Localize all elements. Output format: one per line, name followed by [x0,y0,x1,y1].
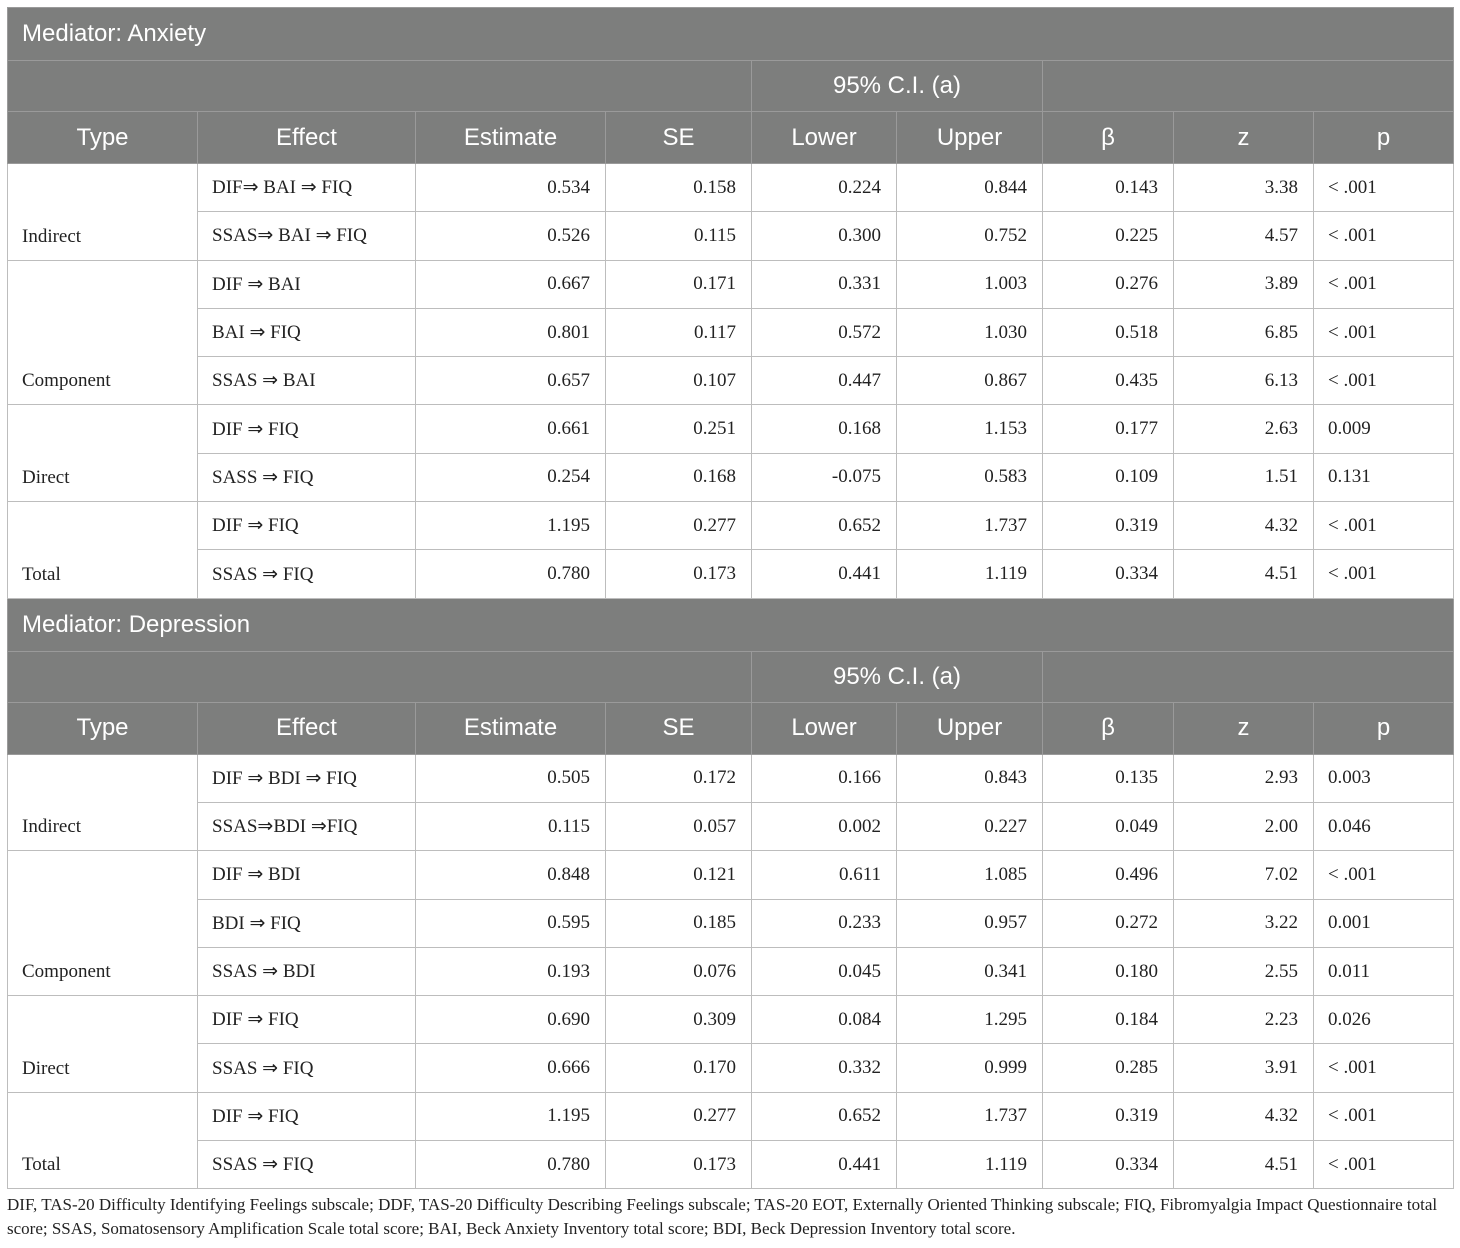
beta-cell: 0.319 [1043,502,1174,550]
column-header: β [1043,702,1174,754]
table-row [8,802,1454,850]
effect-cell: SSAS⇒BDI ⇒FIQ [198,802,416,850]
upper-cell: 1.085 [897,851,1043,899]
table-row [8,502,1454,550]
p-cell: < .001 [1314,550,1454,598]
beta-cell: 0.135 [1043,754,1174,802]
table-row [8,164,1454,212]
z-cell: 2.93 [1174,754,1314,802]
column-header: Type [8,702,198,754]
p-cell: < .001 [1314,851,1454,899]
column-header: Effect [198,702,416,754]
se-cell: 0.057 [606,802,752,850]
lower-cell: 0.233 [752,899,897,947]
beta-cell: 0.184 [1043,996,1174,1044]
beta-cell: 0.319 [1043,1092,1174,1140]
se-cell: 0.107 [606,357,752,405]
beta-cell: 0.276 [1043,260,1174,308]
lower-cell: 0.224 [752,164,897,212]
effect-cell: DIF ⇒ BDI ⇒ FIQ [198,754,416,802]
type-cell: Total [8,502,198,599]
effect-cell: DIF⇒ BAI ⇒ FIQ [198,164,416,212]
p-cell: 0.003 [1314,754,1454,802]
lower-cell: 0.572 [752,308,897,356]
ci-header-row [8,61,1454,112]
z-cell: 3.89 [1174,260,1314,308]
p-cell: 0.001 [1314,899,1454,947]
type-cell: Direct [8,996,198,1093]
beta-cell: 0.180 [1043,947,1174,995]
p-cell: 0.131 [1314,453,1454,501]
p-cell: < .001 [1314,1092,1454,1140]
upper-cell: 0.843 [897,754,1043,802]
beta-cell: 0.435 [1043,357,1174,405]
lower-cell: 0.084 [752,996,897,1044]
p-cell: < .001 [1314,357,1454,405]
lower-cell: 0.045 [752,947,897,995]
type-cell: Component [8,260,198,405]
type-cell: Indirect [8,754,198,851]
upper-cell: 1.119 [897,550,1043,598]
lower-cell: 0.166 [752,754,897,802]
table-row [8,405,1454,453]
z-cell: 3.38 [1174,164,1314,212]
p-cell: < .001 [1314,1044,1454,1092]
column-header: Lower [752,112,897,164]
lower-cell: -0.075 [752,453,897,501]
ci-header-row [8,651,1454,702]
p-cell: < .001 [1314,502,1454,550]
estimate-cell: 1.195 [416,502,606,550]
p-cell: 0.026 [1314,996,1454,1044]
z-cell: 4.32 [1174,1092,1314,1140]
column-header: Estimate [416,112,606,164]
beta-cell: 0.109 [1043,453,1174,501]
se-cell: 0.115 [606,212,752,260]
column-header: p [1314,112,1454,164]
mediation-table-container [7,7,1453,1189]
lower-cell: 0.331 [752,260,897,308]
z-cell: 2.63 [1174,405,1314,453]
estimate-cell: 0.666 [416,1044,606,1092]
beta-cell: 0.518 [1043,308,1174,356]
lower-cell: 0.652 [752,1092,897,1140]
column-header: Effect [198,112,416,164]
lower-cell: 0.002 [752,802,897,850]
ci-spacer-right [1043,651,1454,702]
z-cell: 7.02 [1174,851,1314,899]
section-title: Mediator: Anxiety [8,8,1454,61]
z-cell: 2.23 [1174,996,1314,1044]
z-cell: 6.85 [1174,308,1314,356]
beta-cell: 0.225 [1043,212,1174,260]
estimate-cell: 0.667 [416,260,606,308]
lower-cell: 0.168 [752,405,897,453]
column-header: Upper [897,112,1043,164]
table-row [8,550,1454,598]
se-cell: 0.173 [606,1141,752,1189]
effect-cell: SASS ⇒ FIQ [198,453,416,501]
estimate-cell: 0.661 [416,405,606,453]
effect-cell: DIF ⇒ FIQ [198,502,416,550]
upper-cell: 1.030 [897,308,1043,356]
z-cell: 3.91 [1174,1044,1314,1092]
column-header: p [1314,702,1454,754]
z-cell: 2.55 [1174,947,1314,995]
effect-cell: DIF ⇒ BAI [198,260,416,308]
table-row [8,1141,1454,1189]
ci-spacer-left [8,61,752,112]
se-cell: 0.170 [606,1044,752,1092]
column-header: Type [8,112,198,164]
beta-cell: 0.143 [1043,164,1174,212]
column-header: Upper [897,702,1043,754]
lower-cell: 0.447 [752,357,897,405]
section-title-row [8,8,1454,61]
upper-cell: 0.844 [897,164,1043,212]
column-header: Lower [752,702,897,754]
se-cell: 0.076 [606,947,752,995]
section-title-row [8,598,1454,651]
lower-cell: 0.332 [752,1044,897,1092]
effect-cell: BDI ⇒ FIQ [198,899,416,947]
se-cell: 0.185 [606,899,752,947]
beta-cell: 0.177 [1043,405,1174,453]
effect-cell: SSAS ⇒ FIQ [198,1141,416,1189]
lower-cell: 0.611 [752,851,897,899]
beta-cell: 0.049 [1043,802,1174,850]
effect-cell: SSAS ⇒ FIQ [198,550,416,598]
estimate-cell: 0.526 [416,212,606,260]
upper-cell: 1.737 [897,1092,1043,1140]
se-cell: 0.168 [606,453,752,501]
ci-spacer-right [1043,61,1454,112]
se-cell: 0.309 [606,996,752,1044]
estimate-cell: 0.254 [416,453,606,501]
estimate-cell: 0.193 [416,947,606,995]
se-cell: 0.251 [606,405,752,453]
table-footnote: DIF, TAS-20 Difficulty Identifying Feelings subscale; DDF, TAS-20 Difficulty Describing Feelings subscale; TAS-20 EOT, Externally Oriented Thinking subscale; FIQ, Fibromyalgia Impact Questionnaire total score; SSAS, Somatosensory Amplification Scale total score; BAI, Beck Anxiety Inventory total score; BDI, Beck Depression Inventory total score. [7,1195,1438,1238]
table-row [8,851,1454,899]
table-row [8,947,1454,995]
column-header: SE [606,702,752,754]
se-cell: 0.277 [606,502,752,550]
table-row [8,357,1454,405]
estimate-cell: 0.780 [416,1141,606,1189]
p-cell: 0.046 [1314,802,1454,850]
column-header: SE [606,112,752,164]
column-header-row [8,112,1454,164]
table-row [8,212,1454,260]
table-row [8,899,1454,947]
upper-cell: 1.737 [897,502,1043,550]
z-cell: 4.51 [1174,550,1314,598]
effect-cell: BAI ⇒ FIQ [198,308,416,356]
z-cell: 3.22 [1174,899,1314,947]
estimate-cell: 1.195 [416,1092,606,1140]
mediation-table [7,7,1454,1189]
se-cell: 0.121 [606,851,752,899]
beta-cell: 0.496 [1043,851,1174,899]
section-title: Mediator: Depression [8,598,1454,651]
ci-spacer-left [8,651,752,702]
effect-cell: SSAS ⇒ FIQ [198,1044,416,1092]
column-header: Estimate [416,702,606,754]
upper-cell: 1.003 [897,260,1043,308]
z-cell: 4.51 [1174,1141,1314,1189]
type-cell: Total [8,1092,198,1189]
table-body [8,8,1454,1189]
p-cell: < .001 [1314,212,1454,260]
estimate-cell: 0.505 [416,754,606,802]
se-cell: 0.277 [606,1092,752,1140]
p-cell: < .001 [1314,308,1454,356]
upper-cell: 0.227 [897,802,1043,850]
upper-cell: 0.957 [897,899,1043,947]
se-cell: 0.158 [606,164,752,212]
table-row [8,453,1454,501]
effect-cell: SSAS ⇒ BDI [198,947,416,995]
estimate-cell: 0.115 [416,802,606,850]
type-cell: Indirect [8,164,198,261]
table-row [8,308,1454,356]
table-row [8,1092,1454,1140]
table-row [8,754,1454,802]
estimate-cell: 0.690 [416,996,606,1044]
upper-cell: 0.583 [897,453,1043,501]
effect-cell: DIF ⇒ BDI [198,851,416,899]
upper-cell: 0.867 [897,357,1043,405]
beta-cell: 0.334 [1043,550,1174,598]
estimate-cell: 0.534 [416,164,606,212]
ci-label: 95% C.I. (a) [752,61,1043,112]
z-cell: 4.57 [1174,212,1314,260]
column-header: z [1174,112,1314,164]
effect-cell: DIF ⇒ FIQ [198,1092,416,1140]
type-cell: Direct [8,405,198,502]
table-row [8,996,1454,1044]
se-cell: 0.171 [606,260,752,308]
ci-label: 95% C.I. (a) [752,651,1043,702]
z-cell: 6.13 [1174,357,1314,405]
estimate-cell: 0.848 [416,851,606,899]
upper-cell: 0.341 [897,947,1043,995]
estimate-cell: 0.801 [416,308,606,356]
beta-cell: 0.285 [1043,1044,1174,1092]
lower-cell: 0.652 [752,502,897,550]
effect-cell: SSAS ⇒ BAI [198,357,416,405]
beta-cell: 0.272 [1043,899,1174,947]
lower-cell: 0.300 [752,212,897,260]
upper-cell: 0.752 [897,212,1043,260]
upper-cell: 1.153 [897,405,1043,453]
effect-cell: DIF ⇒ FIQ [198,405,416,453]
upper-cell: 1.119 [897,1141,1043,1189]
p-cell: 0.009 [1314,405,1454,453]
effect-cell: SSAS⇒ BAI ⇒ FIQ [198,212,416,260]
upper-cell: 1.295 [897,996,1043,1044]
lower-cell: 0.441 [752,1141,897,1189]
z-cell: 2.00 [1174,802,1314,850]
se-cell: 0.117 [606,308,752,356]
p-cell: < .001 [1314,164,1454,212]
se-cell: 0.172 [606,754,752,802]
type-cell: Component [8,851,198,996]
z-cell: 4.32 [1174,502,1314,550]
effect-cell: DIF ⇒ FIQ [198,996,416,1044]
column-header-row [8,702,1454,754]
z-cell: 1.51 [1174,453,1314,501]
column-header: z [1174,702,1314,754]
table-row [8,260,1454,308]
table-row [8,1044,1454,1092]
se-cell: 0.173 [606,550,752,598]
lower-cell: 0.441 [752,550,897,598]
p-cell: < .001 [1314,1141,1454,1189]
estimate-cell: 0.780 [416,550,606,598]
p-cell: < .001 [1314,260,1454,308]
beta-cell: 0.334 [1043,1141,1174,1189]
estimate-cell: 0.595 [416,899,606,947]
estimate-cell: 0.657 [416,357,606,405]
p-cell: 0.011 [1314,947,1454,995]
column-header: β [1043,112,1174,164]
upper-cell: 0.999 [897,1044,1043,1092]
